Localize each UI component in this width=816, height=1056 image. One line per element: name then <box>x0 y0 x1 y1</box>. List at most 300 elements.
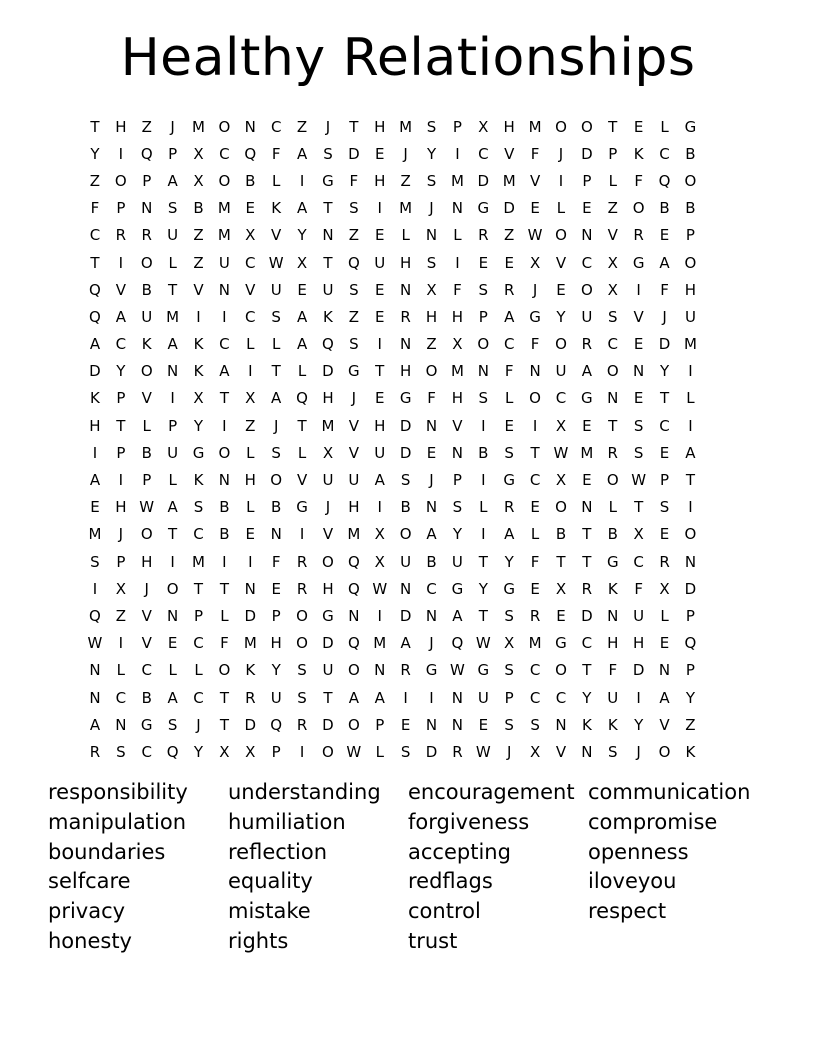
word-list-item: honesty <box>48 928 132 953</box>
grid-row <box>82 711 732 738</box>
grid-row <box>82 385 732 412</box>
grid-letter: O <box>270 471 283 490</box>
grid-letter: W <box>475 742 491 761</box>
grid-letter: R <box>478 226 489 245</box>
grid-letter: I <box>118 253 124 272</box>
grid-letter: N <box>425 416 438 435</box>
grid-letter: L <box>168 471 177 490</box>
grid-letter: D <box>244 606 257 625</box>
grid-row <box>82 276 732 303</box>
grid-letter: E <box>375 307 385 326</box>
grid-letter: E <box>167 634 178 653</box>
grid-letter: Y <box>634 715 644 734</box>
grid-letter: X <box>296 253 308 272</box>
grid-letter: E <box>582 471 592 490</box>
grid-letter: Q <box>451 634 464 653</box>
grid-letter: F <box>634 579 643 598</box>
grid-letter: C <box>115 335 127 354</box>
grid-letter: P <box>685 661 695 680</box>
grid-letter: H <box>425 307 438 326</box>
grid-letter: H <box>244 471 256 490</box>
grid-letter: I <box>532 416 538 435</box>
grid-letter: M <box>217 199 231 218</box>
grid-letter: H <box>374 117 386 136</box>
word-list-item: openness <box>588 839 689 864</box>
grid-letter: E <box>375 144 385 163</box>
grid-letter: L <box>505 389 514 408</box>
grid-letter: K <box>607 579 618 598</box>
grid-letter: J <box>325 498 331 517</box>
grid-letter: V <box>141 389 152 408</box>
grid-letter: H <box>115 498 127 517</box>
grid-letter: X <box>115 579 126 598</box>
grid-letter: T <box>349 117 359 136</box>
word-list-item: compromise <box>588 809 718 834</box>
grid-letter: Y <box>478 579 488 598</box>
grid-letter: B <box>426 552 437 571</box>
grid-letter: O <box>218 171 231 190</box>
grid-letter: T <box>582 552 592 571</box>
grid-letter: S <box>349 335 359 354</box>
grid-letter: V <box>555 253 567 272</box>
grid-letter: A <box>167 171 178 190</box>
grid-letter: Q <box>347 634 360 653</box>
grid-letter: L <box>453 226 462 245</box>
grid-letter: V <box>504 144 515 163</box>
grid-letter: H <box>374 171 386 190</box>
grid-letter: H <box>399 253 412 272</box>
grid-letter: T <box>219 715 229 734</box>
grid-letter: C <box>193 634 204 653</box>
grid-letter: S <box>297 688 307 707</box>
grid-letter: V <box>115 280 126 299</box>
grid-letter: E <box>556 606 566 625</box>
grid-letter: Z <box>193 226 204 245</box>
grid-letter: N <box>658 661 671 680</box>
grid-letter: B <box>555 525 567 544</box>
grid-letter: I <box>118 471 124 490</box>
grid-letter: I <box>299 525 305 544</box>
grid-letter: I <box>92 443 98 462</box>
grid-row <box>82 602 732 629</box>
grid-letter: H <box>374 416 386 435</box>
grid-letter: Z <box>296 117 308 136</box>
grid-letter: R <box>529 606 541 625</box>
grid-letter: K <box>271 199 282 218</box>
grid-letter: O <box>606 471 619 490</box>
grid-letter: J <box>403 144 408 163</box>
grid-letter: O <box>140 525 153 544</box>
grid-letter: X <box>193 171 204 190</box>
grid-letter: J <box>636 742 641 761</box>
grid-letter: S <box>90 552 100 571</box>
grid-letter: V <box>633 307 644 326</box>
grid-letter: P <box>685 226 695 245</box>
grid-letter: O <box>684 525 697 544</box>
grid-letter: A <box>167 335 178 354</box>
grid-letter: Q <box>89 307 101 326</box>
word-list-item: redflags <box>408 869 493 894</box>
grid-letter: J <box>429 634 434 653</box>
grid-letter: D <box>632 661 645 680</box>
grid-letter: B <box>607 525 618 544</box>
grid-letter: Y <box>556 307 566 326</box>
grid-row <box>82 303 732 330</box>
grid-letter: R <box>503 280 515 299</box>
grid-letter: X <box>322 443 334 462</box>
grid-letter: F <box>427 389 436 408</box>
grid-letter: W <box>346 742 362 761</box>
grid-letter: A <box>374 471 385 490</box>
grid-letter: W <box>527 226 543 245</box>
grid-letter: E <box>245 525 256 544</box>
grid-letter: J <box>273 416 279 435</box>
grid-letter: K <box>141 335 152 354</box>
grid-letter: D <box>399 443 412 462</box>
grid-letter: L <box>608 498 617 517</box>
grid-letter: L <box>246 498 255 517</box>
grid-letter: L <box>168 661 177 680</box>
grid-letter: F <box>271 552 281 571</box>
grid-letter: J <box>558 144 564 163</box>
grid-letter: R <box>581 335 593 354</box>
grid-letter: I <box>558 171 564 190</box>
grid-letter: G <box>632 253 645 272</box>
grid-letter: R <box>245 688 256 707</box>
grid-letter: P <box>168 144 178 163</box>
grid-letter: C <box>633 552 644 571</box>
grid-letter: N <box>244 579 256 598</box>
grid-letter: E <box>375 389 385 408</box>
grid-letter: H <box>451 307 464 326</box>
grid-letter: B <box>685 199 696 218</box>
grid-letter: T <box>659 389 670 408</box>
grid-letter: F <box>349 171 359 190</box>
grid-letter: H <box>115 117 127 136</box>
grid-letter: R <box>659 552 670 571</box>
grid-letter: U <box>322 471 334 490</box>
grid-letter: T <box>323 253 333 272</box>
grid-letter: Y <box>193 416 204 435</box>
word-bank <box>48 778 788 957</box>
grid-letter: A <box>296 144 308 163</box>
word-list-item: reflection <box>228 839 328 864</box>
grid-letter: O <box>296 634 308 653</box>
grid-letter: E <box>659 634 670 653</box>
grid-letter: X <box>633 525 644 544</box>
grid-letter: N <box>322 226 334 245</box>
grid-letter: Q <box>270 715 283 734</box>
grid-letter: V <box>271 226 282 245</box>
grid-letter: M <box>217 226 231 245</box>
grid-letter: P <box>116 199 126 218</box>
grid-letter: U <box>374 253 386 272</box>
grid-letter: V <box>245 280 256 299</box>
grid-letter: I <box>377 498 382 517</box>
grid-letter: F <box>530 335 540 354</box>
grid-letter: X <box>426 280 437 299</box>
grid-letter: B <box>141 280 152 299</box>
grid-letter: D <box>477 171 490 190</box>
grid-letter: U <box>374 443 386 462</box>
grid-letter: V <box>452 416 463 435</box>
word-list-item: communication <box>588 780 751 804</box>
grid-letter: H <box>399 362 412 381</box>
grid-letter: P <box>142 171 152 190</box>
grid-letter: N <box>400 579 412 598</box>
grid-letter: O <box>218 661 231 680</box>
grid-letter: T <box>582 661 592 680</box>
grid-letter: P <box>452 117 462 136</box>
grid-letter: A <box>504 525 515 544</box>
grid-letter: U <box>684 307 696 326</box>
grid-letter: S <box>271 443 281 462</box>
grid-letter: I <box>481 525 486 544</box>
grid-letter: A <box>89 715 101 734</box>
grid-letter: C <box>219 144 230 163</box>
grid-letter: I <box>170 389 175 408</box>
grid-letter: H <box>89 416 101 435</box>
grid-letter: A <box>348 688 359 707</box>
grid-letter: K <box>323 307 333 326</box>
grid-letter: Y <box>504 552 514 571</box>
grid-letter: O <box>632 199 645 218</box>
grid-letter: U <box>167 226 179 245</box>
grid-letter: I <box>222 552 227 571</box>
grid-letter: I <box>92 579 98 598</box>
grid-letter: M <box>528 634 542 653</box>
grid-letter: R <box>400 307 411 326</box>
grid-letter: M <box>243 634 257 653</box>
grid-letter: S <box>167 715 178 734</box>
grid-letter: M <box>399 117 413 136</box>
grid-letter: Y <box>193 742 204 761</box>
grid-letter: N <box>270 525 282 544</box>
grid-letter: X <box>504 634 515 653</box>
grid-letter: L <box>272 335 281 354</box>
grid-letter: U <box>218 253 230 272</box>
grid-letter: K <box>607 715 618 734</box>
grid-letter: N <box>218 471 231 490</box>
grid-letter: B <box>659 199 670 218</box>
grid-letter: C <box>607 335 618 354</box>
grid-letter: G <box>606 552 619 571</box>
grid-letter: Z <box>348 226 359 245</box>
grid-letter: H <box>451 389 464 408</box>
grid-letter: O <box>114 171 127 190</box>
grid-letter: Q <box>322 335 334 354</box>
grid-letter: U <box>270 688 282 707</box>
grid-letter: N <box>167 362 179 381</box>
grid-letter: Z <box>115 606 126 625</box>
grid-letter: O <box>555 498 567 517</box>
grid-letter: J <box>144 579 149 598</box>
grid-letter: C <box>581 253 593 272</box>
page-title: Healthy Relationships <box>120 28 696 88</box>
grid-letter: M <box>528 117 542 136</box>
grid-letter: N <box>451 688 464 707</box>
grid-letter: F <box>608 661 618 680</box>
grid-letter: F <box>90 199 100 218</box>
grid-letter: M <box>683 335 697 354</box>
grid-letter: N <box>581 742 593 761</box>
grid-letter: I <box>377 199 382 218</box>
grid-letter: O <box>580 280 593 299</box>
grid-letter: A <box>89 335 101 354</box>
grid-letter: H <box>141 552 153 571</box>
grid-row <box>82 167 732 194</box>
grid-letter: F <box>660 280 669 299</box>
grid-letter: N <box>425 498 438 517</box>
word-list-item: iloveyou <box>588 869 677 894</box>
grid-letter: O <box>555 661 567 680</box>
grid-letter: T <box>116 416 126 435</box>
word-list-item: rights <box>228 928 289 953</box>
grid-letter: E <box>659 226 670 245</box>
grid-letter: G <box>348 362 360 381</box>
grid-row <box>82 439 732 466</box>
grid-row <box>82 548 732 575</box>
grid-letter: Z <box>348 307 359 326</box>
grid-letter: O <box>166 579 179 598</box>
grid-letter: I <box>636 688 641 707</box>
grid-letter: I <box>222 307 227 326</box>
grid-letter: V <box>322 525 334 544</box>
grid-letter: O <box>140 362 153 381</box>
grid-letter: L <box>660 117 669 136</box>
grid-letter: S <box>633 443 644 462</box>
grid-letter: G <box>322 171 334 190</box>
grid-letter: S <box>426 117 437 136</box>
grid-letter: P <box>660 471 670 490</box>
grid-letter: A <box>89 471 101 490</box>
grid-row <box>82 575 732 602</box>
grid-letter: L <box>246 335 255 354</box>
grid-letter: E <box>90 498 100 517</box>
grid-letter: D <box>425 742 438 761</box>
grid-letter: N <box>555 715 567 734</box>
grid-letter: N <box>89 661 101 680</box>
grid-letter: N <box>425 226 438 245</box>
grid-letter: T <box>608 117 618 136</box>
grid-letter: Q <box>658 171 671 190</box>
grid-letter: D <box>348 144 360 163</box>
grid-letter: L <box>272 171 281 190</box>
grid-letter: O <box>555 335 567 354</box>
grid-letter: L <box>220 606 229 625</box>
grid-letter: D <box>322 634 334 653</box>
grid-letter: C <box>245 307 256 326</box>
grid-letter: O <box>477 335 490 354</box>
grid-letter: A <box>374 688 385 707</box>
grid-letter: K <box>193 362 204 381</box>
grid-letter: E <box>633 335 644 354</box>
grid-letter: M <box>166 307 180 326</box>
grid-letter: Y <box>297 226 307 245</box>
grid-letter: G <box>451 579 464 598</box>
grid-letter: R <box>400 661 411 680</box>
grid-letter: C <box>503 335 515 354</box>
grid-letter: B <box>478 443 489 462</box>
word-list-item: trust <box>408 928 458 953</box>
grid-letter: X <box>607 280 618 299</box>
grid-letter: I <box>481 471 486 490</box>
grid-letter: P <box>685 606 695 625</box>
grid-letter: G <box>322 606 334 625</box>
grid-letter: C <box>581 634 593 653</box>
grid-letter: U <box>477 688 489 707</box>
grid-letter: W <box>475 634 491 653</box>
grid-letter: T <box>685 471 696 490</box>
grid-letter: P <box>452 471 462 490</box>
grid-letter: V <box>348 443 359 462</box>
grid-letter: O <box>347 715 360 734</box>
grid-letter: M <box>502 171 516 190</box>
grid-letter: M <box>347 525 361 544</box>
grid-letter: S <box>426 171 437 190</box>
grid-letter: S <box>478 389 489 408</box>
grid-letter: Q <box>347 579 360 598</box>
grid-letter: S <box>504 443 514 462</box>
grid-letter: N <box>115 715 127 734</box>
grid-letter: M <box>321 416 335 435</box>
grid-letter: K <box>685 742 696 761</box>
grid-letter: C <box>659 144 670 163</box>
grid-letter: D <box>581 144 593 163</box>
word-list-item: accepting <box>408 839 511 864</box>
grid-letter: J <box>351 389 357 408</box>
grid-letter: S <box>607 742 618 761</box>
grid-letter: U <box>633 606 645 625</box>
grid-letter: O <box>347 661 360 680</box>
grid-letter: C <box>555 389 567 408</box>
grid-letter: S <box>400 471 411 490</box>
grid-letter: Y <box>116 362 126 381</box>
grid-letter: N <box>581 226 593 245</box>
grid-letter: P <box>504 688 514 707</box>
grid-letter: T <box>634 498 644 517</box>
grid-letter: P <box>582 171 592 190</box>
grid-letter: M <box>192 117 205 136</box>
grid-letter: X <box>245 742 256 761</box>
grid-letter: K <box>193 335 204 354</box>
word-column <box>408 778 588 957</box>
grid-letter: R <box>503 498 515 517</box>
grid-letter: L <box>297 443 307 462</box>
grid-letter: P <box>478 307 488 326</box>
grid-letter: J <box>118 525 124 544</box>
grid-letter: I <box>248 362 253 381</box>
grid-letter: H <box>322 389 334 408</box>
grid-letter: U <box>167 443 179 462</box>
grid-letter: K <box>581 715 592 734</box>
grid-letter: S <box>167 199 178 218</box>
grid-letter: N <box>425 606 438 625</box>
grid-letter: N <box>607 606 619 625</box>
grid-letter: E <box>530 579 540 598</box>
grid-row <box>82 630 732 657</box>
grid-letter: I <box>429 688 434 707</box>
grid-letter: M <box>580 443 594 462</box>
grid-letter: R <box>115 226 127 245</box>
grid-letter: Z <box>89 171 101 190</box>
grid-letter: H <box>684 280 697 299</box>
grid-letter: O <box>218 443 231 462</box>
grid-letter: D <box>503 199 515 218</box>
grid-letter: B <box>193 199 204 218</box>
grid-letter: W <box>553 443 569 462</box>
grid-letter: Z <box>685 715 696 734</box>
